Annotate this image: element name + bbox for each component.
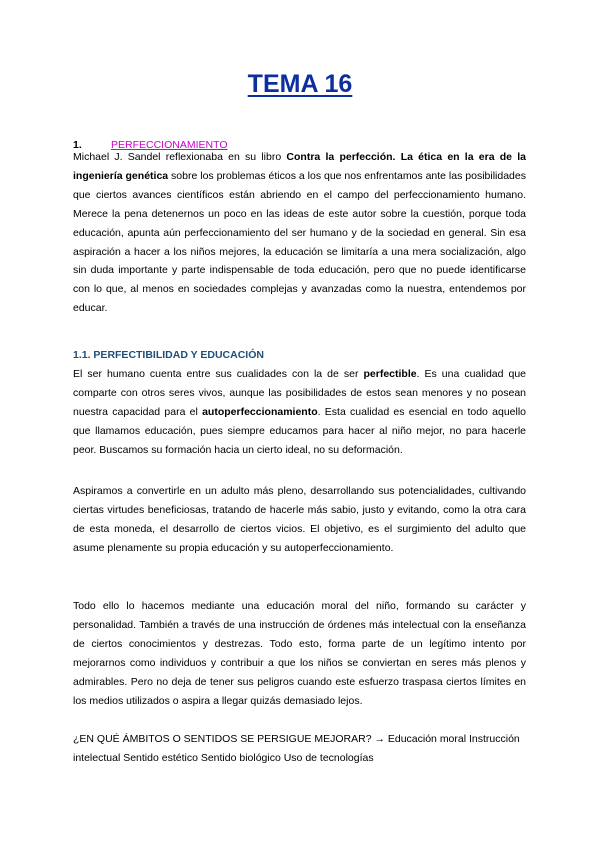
bold-term: autoperfeccionamiento bbox=[202, 405, 318, 418]
paragraph-sandel bbox=[73, 148, 526, 318]
paragraph-text: sobre los problemas éticos a los que nos enfrentamos ante las posibilidades que ciertos avances científicos están abriendo en el campo del perfeccionamiento humano. Merece la pena detenernos un poco en las ideas de este autor sobre la cuestión, porque toda educación, apunta aún perfeccionamiento del ser humano y de la sociedad en general. Sin esa aspiración a hacer a los niños mejores, la educación se limitaría a una mera socialización, algo sin duda importante y parte indispensable de toda educación, pero que no puede identificarse con lo que, al menos en sociedades complejas y avanzadas como la nuestra, entendemos por educar. bbox=[73, 169, 526, 315]
paragraph-text: . Es una cualidad que comparte con otros seres vivos, aunque las posibilidades de estos sean menores y no posean nuestra capacidad para el bbox=[73, 368, 527, 418]
section-title: PERFECCIONAMIENTO bbox=[111, 139, 228, 151]
paragraph-text: . Esta cualidad es esencial en todo aquello que llamamos educación, pues siempre educamos para hacer al niño mejor, no para hacerle peor. Buscamos su formación hacia un cierto ideal, no su deformación. bbox=[73, 405, 527, 456]
paragraph-aspiramos: Aspiramos a convertirle en un adulto más pleno, desarrollando sus potencialidades, cultivando ciertas virtudes beneficiosas, tratando de hacerle más sabio, justo y evitando, como la otra cara de esta moneda, el desarrollo de ciertos vicios. El objetivo, es el surgimiento del adulto que asume plenamente su propia educación y su autoperfeccionamiento. bbox=[73, 485, 526, 554]
section-number: 1. bbox=[73, 139, 82, 151]
subsection-heading-perfectibilidad: 1.1. PERFECTIBILIDAD Y EDUCACIÓN bbox=[73, 349, 264, 361]
page-title: TEMA 16 bbox=[247, 70, 353, 98]
paragraph-moral: Todo ello lo hacemos mediante una educación moral del niño, formando su carácter y personalidad. También a través de una instrucción de órdenes más intelectual con la enseñanza de ciertos conocimientos y destrezas. Todo esto, forma parte de un legítimo intento por mejorarnos como individuos y contribuir a que los niños se conviertan en seres más plenos y admirables. Pero no deja de tener sus peligros cuando este esfuerzo traspasa ciertos límites en los medios utilizados o aspira a llegar quizás demasiado lejos. bbox=[73, 600, 526, 707]
bold-term: perfectible bbox=[363, 368, 417, 380]
paragraph-ambitos: ¿EN QUÉ ÁMBITOS O SENTIDOS SE PERSIGUE MEJORAR? → Educación moral Instrucción intelectual Sentido estético Sentido biológico Uso de tecnologías bbox=[73, 733, 520, 764]
paragraph-perfectible bbox=[73, 365, 526, 460]
book-title: Contra la perfección. La ética en la era de la ingeniería genética bbox=[73, 151, 526, 182]
paragraph-text: El ser humano cuenta entre sus cualidades con la de ser bbox=[73, 368, 364, 380]
paragraph-text: Michael J. Sandel reflexionaba en su libro bbox=[73, 151, 287, 163]
